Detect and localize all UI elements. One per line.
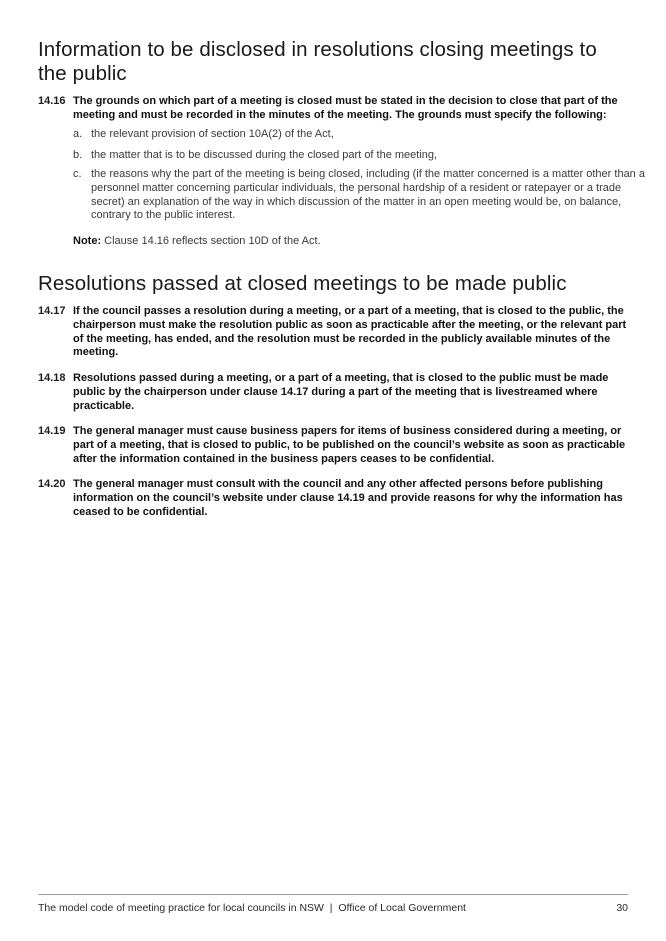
note-text: Clause 14.16 reflects section 10D of the Act.	[104, 235, 321, 247]
note-label: Note:	[73, 235, 102, 247]
clause-text: The general manager must consult with the council and any other affected persons before publishing information on the council’s website under clause 14.19 and provide reasons for why the information has ceased to be confidential.	[73, 478, 623, 518]
clause-text: If the council passes a resolution during a meeting, or a part of a meeting, that is closed to the public, the chairperson must make the resolution public as soon as practicable after the meeting, or the relevant part of the meeting, has ended, and the resolution must be recorded in the publicly available minutes of the meeting.	[73, 305, 627, 359]
clause-text: Resolutions passed during a meeting, or a part of a meeting, that is closed to the public must be made public by the chairperson under clause 14.17 during a part of the meeting that is livestreamed where practicable.	[73, 372, 609, 412]
section-heading-resolutions: Resolutions passed at closed meetings to be made public	[38, 272, 567, 295]
clause-text: The grounds on which part of a meeting is closed must be stated in the decision to close that part of the meeting and must be recorded in the minutes of the meeting. The grounds must specify the following:	[73, 95, 618, 121]
clause-text: The general manager must cause business papers for items of business considered during a meeting, or part of a meeting, that is closed to public, to be published on the council’s website as soon as practicable after the information contained in the business papers ceases to be confidential.	[73, 425, 626, 465]
clause-14-17	[38, 305, 628, 360]
clause-14-19	[38, 425, 628, 466]
section-heading-disclosure: Information to be disclosed in resolutions closing meetings to the public	[38, 38, 597, 85]
clause-14-20	[38, 478, 628, 519]
clause-14-18	[38, 372, 628, 413]
list-item-a	[73, 128, 648, 142]
list-letter: c.	[73, 168, 82, 180]
clause-number: 14.16	[38, 95, 66, 107]
document-page	[38, 0, 645, 941]
note	[73, 235, 321, 249]
list-letter: a.	[73, 128, 83, 140]
footer-text: The model code of meeting practice for local councils in NSW | Office of Local Government	[38, 902, 466, 914]
clause-number: 14.17	[38, 305, 66, 317]
list-item-c	[73, 168, 648, 223]
list-text: the reasons why the part of the meeting is being closed, including (if the matter concerned is a matter other than a personnel matter concerning particular individuals, the personal hardship of a resident or ratepayer or a trade secret) an explanation of the way in which discussion of the matter in an open meeting would be, on balance, contrary to the public interest.	[91, 168, 645, 222]
clause-number: 14.18	[38, 372, 66, 384]
list-text: the matter that is to be discussed during the closed part of the meeting,	[91, 149, 438, 161]
list-letter: b.	[73, 149, 83, 161]
page-number: 30	[616, 902, 628, 914]
list-text: the relevant provision of section 10A(2) of the Act,	[91, 128, 334, 140]
clause-14-16	[38, 95, 628, 123]
clause-number: 14.19	[38, 425, 66, 437]
clause-number: 14.20	[38, 478, 66, 490]
footer-divider	[38, 894, 628, 895]
list-item-b	[73, 149, 648, 163]
